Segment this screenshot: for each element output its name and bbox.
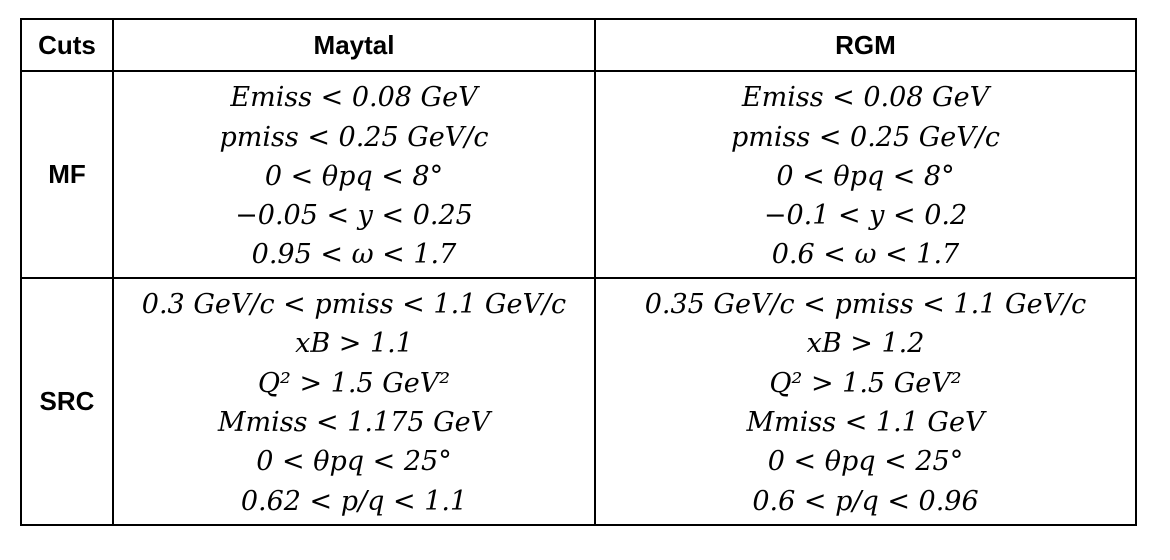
row-label-mf: MF [21,71,113,278]
row-mf [21,71,1136,278]
condition: xB > 1.2 [806,328,925,360]
condition: 0 < θpq < 25° [767,446,964,478]
header-maytal: Maytal [113,19,595,71]
condition-list [114,282,594,521]
condition: 0.3 GeV/c < pmiss < 1.1 GeV/c [141,289,567,321]
row-label-src: SRC [21,278,113,525]
cell-mf-rgm [595,71,1136,278]
condition: −0.05 < y < 0.25 [235,200,473,232]
condition-list [596,74,1135,274]
row-src [21,278,1136,525]
condition: 0.35 GeV/c < pmiss < 1.1 GeV/c [644,289,1087,321]
condition-list [596,282,1135,521]
cuts-table [20,18,1137,526]
header-cuts: Cuts [21,19,113,71]
cell-src-rgm [595,278,1136,525]
condition: −0.1 < y < 0.2 [763,200,968,232]
condition: pmiss < 0.25 GeV/c [219,121,489,153]
condition: 0 < θpq < 8° [264,160,444,192]
condition: xB > 1.1 [295,328,413,360]
condition: Mmiss < 1.1 GeV [746,407,985,438]
header-rgm: RGM [595,19,1136,71]
condition: Emiss < 0.08 GeV [230,82,478,114]
header-row [21,19,1136,71]
condition: 0 < θpq < 8° [776,160,955,192]
cell-mf-maytal [113,71,595,278]
condition: 0.6 < p/q < 0.96 [752,485,979,517]
condition: 0 < θpq < 25° [256,446,452,478]
condition: pmiss < 0.25 GeV/c [731,121,1000,153]
condition: 0.62 < p/q < 1.1 [240,485,468,517]
condition: Mmiss < 1.175 GeV [217,407,491,438]
cell-src-maytal [113,278,595,525]
condition: 0.6 < ω < 1.7 [771,239,960,271]
condition-list [114,74,594,274]
condition: Q² > 1.5 GeV² [257,367,451,399]
condition: Emiss < 0.08 GeV [741,82,990,114]
condition: Q² > 1.5 GeV² [769,367,962,399]
condition: 0.95 < ω < 1.7 [251,239,457,271]
